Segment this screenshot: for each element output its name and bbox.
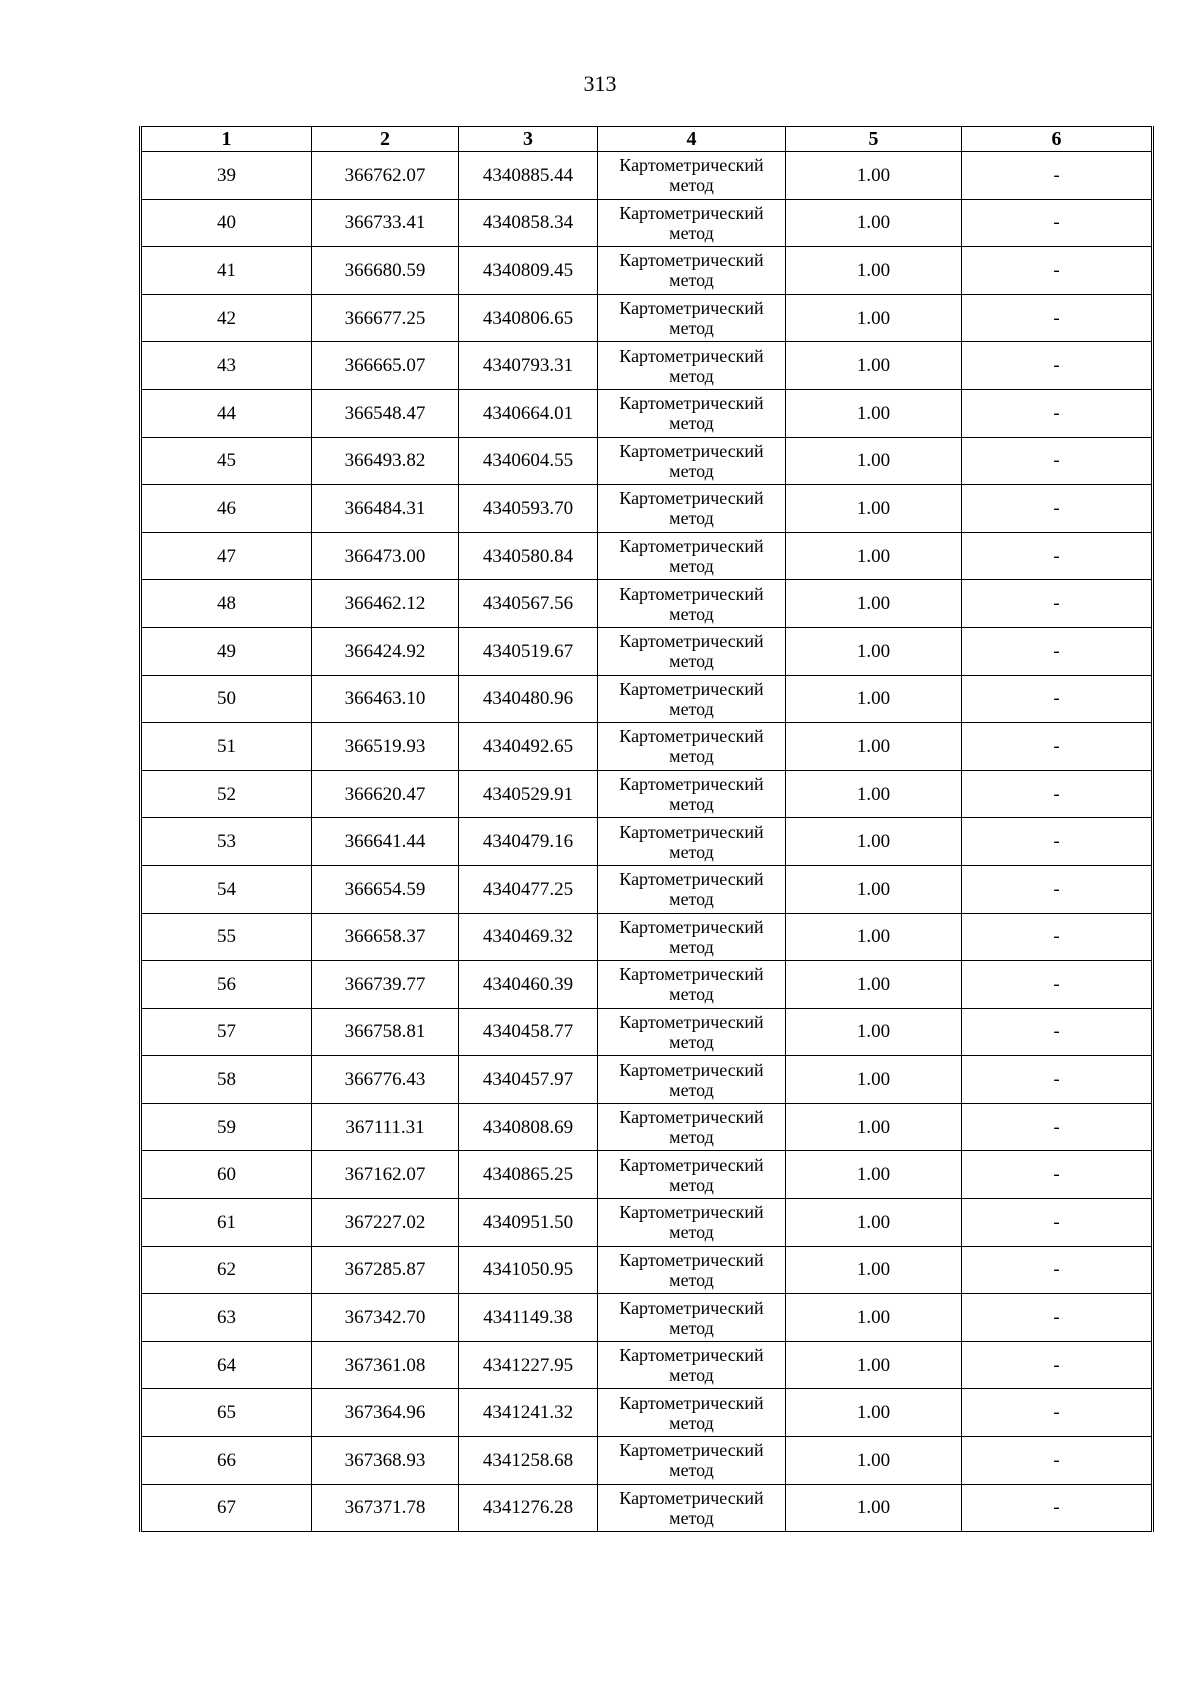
table-row [141,294,1153,342]
accuracy-cell: 1.00 [786,532,962,580]
method-cell: Картометрический метод [598,865,786,913]
method-cell: Картометрический метод [598,1246,786,1294]
accuracy-cell: 1.00 [786,865,962,913]
table-row [141,199,1153,247]
table-header-row [141,127,1153,152]
note-cell: - [962,152,1153,200]
point-number-cell: 42 [141,294,312,342]
note-cell: - [962,1056,1153,1104]
y-coordinate-cell: 4340458.77 [459,1008,598,1056]
table-row [141,1437,1153,1485]
table-row [141,1484,1153,1532]
table-row [141,723,1153,771]
x-coordinate-cell: 366654.59 [312,865,459,913]
method-cell: Картометрический метод [598,961,786,1009]
x-coordinate-cell: 366620.47 [312,770,459,818]
y-coordinate-cell: 4340806.65 [459,294,598,342]
method-cell: Картометрический метод [598,723,786,771]
table-row [141,961,1153,1009]
column-header: 1 [141,127,312,152]
x-coordinate-cell: 366762.07 [312,152,459,200]
method-cell: Картометрический метод [598,199,786,247]
note-cell: - [962,1341,1153,1389]
note-cell: - [962,770,1153,818]
y-coordinate-cell: 4340519.67 [459,627,598,675]
x-coordinate-cell: 366665.07 [312,342,459,390]
accuracy-cell: 1.00 [786,1484,962,1532]
table-row [141,818,1153,866]
table-row [141,437,1153,485]
accuracy-cell: 1.00 [786,437,962,485]
table-row [141,1151,1153,1199]
method-cell: Картометрический метод [598,1056,786,1104]
x-coordinate-cell: 366658.37 [312,913,459,961]
accuracy-cell: 1.00 [786,199,962,247]
method-cell: Картометрический метод [598,1437,786,1485]
point-number-cell: 43 [141,342,312,390]
note-cell: - [962,389,1153,437]
accuracy-cell: 1.00 [786,1199,962,1247]
y-coordinate-cell: 4340858.34 [459,199,598,247]
accuracy-cell: 1.00 [786,247,962,295]
note-cell: - [962,913,1153,961]
table-row [141,389,1153,437]
y-coordinate-cell: 4340477.25 [459,865,598,913]
table-row [141,1294,1153,1342]
point-number-cell: 50 [141,675,312,723]
point-number-cell: 57 [141,1008,312,1056]
y-coordinate-cell: 4340664.01 [459,389,598,437]
method-cell: Картометрический метод [598,1389,786,1437]
x-coordinate-cell: 366641.44 [312,818,459,866]
y-coordinate-cell: 4340885.44 [459,152,598,200]
y-coordinate-cell: 4340604.55 [459,437,598,485]
accuracy-cell: 1.00 [786,723,962,771]
note-cell: - [962,437,1153,485]
table-row [141,865,1153,913]
y-coordinate-cell: 4340529.91 [459,770,598,818]
method-cell: Картометрический метод [598,342,786,390]
accuracy-cell: 1.00 [786,389,962,437]
point-number-cell: 67 [141,1484,312,1532]
table-row [141,247,1153,295]
note-cell: - [962,1008,1153,1056]
method-cell: Картометрический метод [598,437,786,485]
note-cell: - [962,485,1153,533]
accuracy-cell: 1.00 [786,961,962,1009]
table-row [141,1341,1153,1389]
y-coordinate-cell: 4340951.50 [459,1199,598,1247]
accuracy-cell: 1.00 [786,342,962,390]
note-cell: - [962,1199,1153,1247]
point-number-cell: 56 [141,961,312,1009]
page-number: 313 [583,71,617,96]
y-coordinate-cell: 4340793.31 [459,342,598,390]
note-cell: - [962,675,1153,723]
accuracy-cell: 1.00 [786,1294,962,1342]
accuracy-cell: 1.00 [786,818,962,866]
note-cell: - [962,1246,1153,1294]
note-cell: - [962,1389,1153,1437]
x-coordinate-cell: 366473.00 [312,532,459,580]
table-row [141,627,1153,675]
method-cell: Картометрический метод [598,675,786,723]
method-cell: Картометрический метод [598,294,786,342]
method-cell: Картометрический метод [598,152,786,200]
x-coordinate-cell: 366733.41 [312,199,459,247]
y-coordinate-cell: 4341258.68 [459,1437,598,1485]
method-cell: Картометрический метод [598,1199,786,1247]
x-coordinate-cell: 366776.43 [312,1056,459,1104]
accuracy-cell: 1.00 [786,1341,962,1389]
point-number-cell: 66 [141,1437,312,1485]
x-coordinate-cell: 366548.47 [312,389,459,437]
y-coordinate-cell: 4340457.97 [459,1056,598,1104]
table-row [141,675,1153,723]
x-coordinate-cell: 367364.96 [312,1389,459,1437]
note-cell: - [962,1484,1153,1532]
table-row [141,580,1153,628]
point-number-cell: 49 [141,627,312,675]
y-coordinate-cell: 4340460.39 [459,961,598,1009]
method-cell: Картометрический метод [598,389,786,437]
x-coordinate-cell: 366519.93 [312,723,459,771]
point-number-cell: 48 [141,580,312,628]
y-coordinate-cell: 4340580.84 [459,532,598,580]
point-number-cell: 45 [141,437,312,485]
accuracy-cell: 1.00 [786,1389,962,1437]
note-cell: - [962,1294,1153,1342]
x-coordinate-cell: 366677.25 [312,294,459,342]
point-number-cell: 54 [141,865,312,913]
accuracy-cell: 1.00 [786,152,962,200]
note-cell: - [962,199,1153,247]
y-coordinate-cell: 4340593.70 [459,485,598,533]
point-number-cell: 47 [141,532,312,580]
note-cell: - [962,532,1153,580]
y-coordinate-cell: 4340808.69 [459,1103,598,1151]
note-cell: - [962,1103,1153,1151]
method-cell: Картометрический метод [598,770,786,818]
x-coordinate-cell: 366758.81 [312,1008,459,1056]
table-header [141,127,1153,152]
method-cell: Картометрический метод [598,627,786,675]
note-cell: - [962,580,1153,628]
coordinates-table-container [139,126,1151,1532]
point-number-cell: 40 [141,199,312,247]
table-row [141,152,1153,200]
accuracy-cell: 1.00 [786,1151,962,1199]
table-row [141,1008,1153,1056]
method-cell: Картометрический метод [598,1008,786,1056]
column-header: 4 [598,127,786,152]
point-number-cell: 59 [141,1103,312,1151]
note-cell: - [962,1151,1153,1199]
point-number-cell: 39 [141,152,312,200]
point-number-cell: 58 [141,1056,312,1104]
accuracy-cell: 1.00 [786,1103,962,1151]
y-coordinate-cell: 4341149.38 [459,1294,598,1342]
y-coordinate-cell: 4340469.32 [459,913,598,961]
x-coordinate-cell: 367361.08 [312,1341,459,1389]
table-row [141,1389,1153,1437]
method-cell: Картометрический метод [598,532,786,580]
point-number-cell: 44 [141,389,312,437]
accuracy-cell: 1.00 [786,1056,962,1104]
x-coordinate-cell: 366424.92 [312,627,459,675]
coordinates-table [139,126,1154,1532]
y-coordinate-cell: 4341227.95 [459,1341,598,1389]
accuracy-cell: 1.00 [786,1246,962,1294]
point-number-cell: 61 [141,1199,312,1247]
point-number-cell: 60 [141,1151,312,1199]
accuracy-cell: 1.00 [786,294,962,342]
x-coordinate-cell: 367111.31 [312,1103,459,1151]
y-coordinate-cell: 4340809.45 [459,247,598,295]
column-header: 5 [786,127,962,152]
x-coordinate-cell: 367342.70 [312,1294,459,1342]
y-coordinate-cell: 4340567.56 [459,580,598,628]
y-coordinate-cell: 4340480.96 [459,675,598,723]
table-row [141,532,1153,580]
column-header: 3 [459,127,598,152]
method-cell: Картометрический метод [598,1151,786,1199]
point-number-cell: 55 [141,913,312,961]
x-coordinate-cell: 367371.78 [312,1484,459,1532]
accuracy-cell: 1.00 [786,1437,962,1485]
x-coordinate-cell: 367368.93 [312,1437,459,1485]
point-number-cell: 46 [141,485,312,533]
x-coordinate-cell: 367162.07 [312,1151,459,1199]
x-coordinate-cell: 366463.10 [312,675,459,723]
method-cell: Картометрический метод [598,1103,786,1151]
y-coordinate-cell: 4340479.16 [459,818,598,866]
accuracy-cell: 1.00 [786,485,962,533]
note-cell: - [962,627,1153,675]
table-row [141,1246,1153,1294]
table-row [141,913,1153,961]
note-cell: - [962,961,1153,1009]
method-cell: Картометрический метод [598,818,786,866]
accuracy-cell: 1.00 [786,580,962,628]
point-number-cell: 51 [141,723,312,771]
method-cell: Картометрический метод [598,1341,786,1389]
method-cell: Картометрический метод [598,1484,786,1532]
y-coordinate-cell: 4340492.65 [459,723,598,771]
accuracy-cell: 1.00 [786,675,962,723]
table-row [141,770,1153,818]
accuracy-cell: 1.00 [786,627,962,675]
accuracy-cell: 1.00 [786,1008,962,1056]
y-coordinate-cell: 4341241.32 [459,1389,598,1437]
table-row [141,485,1153,533]
note-cell: - [962,818,1153,866]
method-cell: Картометрический метод [598,1294,786,1342]
point-number-cell: 65 [141,1389,312,1437]
table-row [141,1103,1153,1151]
x-coordinate-cell: 366739.77 [312,961,459,1009]
method-cell: Картометрический метод [598,580,786,628]
point-number-cell: 63 [141,1294,312,1342]
x-coordinate-cell: 366484.31 [312,485,459,533]
point-number-cell: 64 [141,1341,312,1389]
point-number-cell: 52 [141,770,312,818]
table-body [141,152,1153,1532]
point-number-cell: 53 [141,818,312,866]
note-cell: - [962,723,1153,771]
point-number-cell: 62 [141,1246,312,1294]
accuracy-cell: 1.00 [786,770,962,818]
accuracy-cell: 1.00 [786,913,962,961]
column-header: 2 [312,127,459,152]
x-coordinate-cell: 366462.12 [312,580,459,628]
table-row [141,1056,1153,1104]
x-coordinate-cell: 367285.87 [312,1246,459,1294]
point-number-cell: 41 [141,247,312,295]
note-cell: - [962,247,1153,295]
method-cell: Картометрический метод [598,485,786,533]
table-row [141,1199,1153,1247]
note-cell: - [962,342,1153,390]
y-coordinate-cell: 4341050.95 [459,1246,598,1294]
x-coordinate-cell: 367227.02 [312,1199,459,1247]
table-row [141,342,1153,390]
note-cell: - [962,865,1153,913]
note-cell: - [962,294,1153,342]
method-cell: Картометрический метод [598,913,786,961]
note-cell: - [962,1437,1153,1485]
x-coordinate-cell: 366493.82 [312,437,459,485]
y-coordinate-cell: 4340865.25 [459,1151,598,1199]
method-cell: Картометрический метод [598,247,786,295]
x-coordinate-cell: 366680.59 [312,247,459,295]
y-coordinate-cell: 4341276.28 [459,1484,598,1532]
column-header: 6 [962,127,1153,152]
